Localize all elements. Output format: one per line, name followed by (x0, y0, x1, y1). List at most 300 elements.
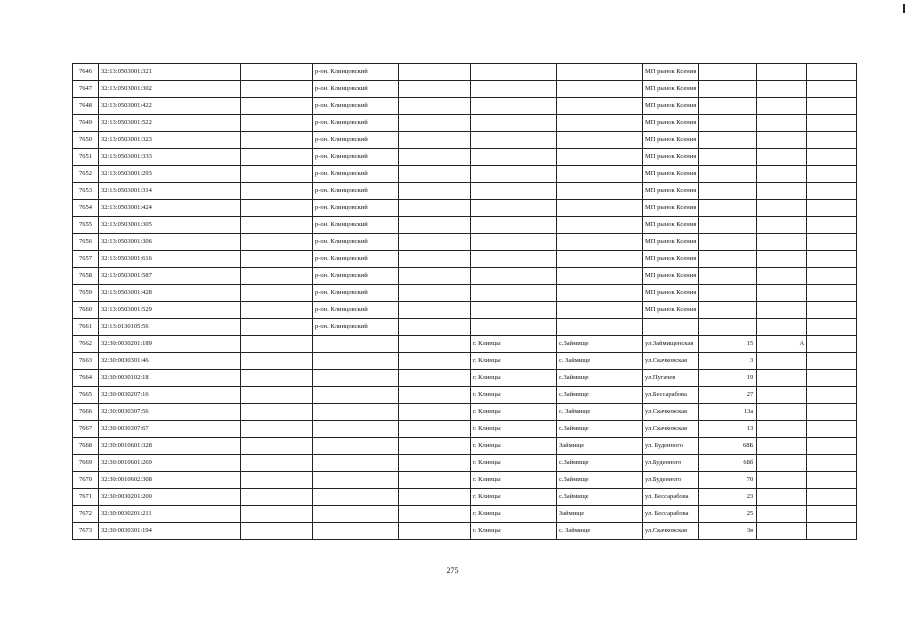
cell-empty (241, 506, 313, 523)
cell-row-number: 7670 (73, 472, 99, 489)
cell-city: г. Клинцы (471, 353, 557, 370)
cell-empty (807, 251, 857, 268)
cell-street: ул. Бессарабова (643, 489, 699, 506)
cell-cadastral-number: 32:13:0503001:306 (99, 234, 241, 251)
cell-village (557, 268, 643, 285)
cell-street: ул.Скачковская (643, 404, 699, 421)
cell-row-number: 7663 (73, 353, 99, 370)
cell-row-number: 7666 (73, 404, 99, 421)
cell-cadastral-number: 32:30:0030307:67 (99, 421, 241, 438)
cell-district (313, 472, 399, 489)
cell-row-number: 7664 (73, 370, 99, 387)
cell-village: с.Займище (557, 472, 643, 489)
cell-empty (807, 115, 857, 132)
cell-empty (399, 183, 471, 200)
cell-row-number: 7668 (73, 438, 99, 455)
cell-cadastral-number: 32:30:0030201:200 (99, 489, 241, 506)
cell-village (557, 132, 643, 149)
cell-house-number: 25 (699, 506, 757, 523)
cell-house-number (699, 149, 757, 166)
cell-row-number: 7660 (73, 302, 99, 319)
cell-street: МП рынок Ксения (643, 115, 699, 132)
page-number: 275 (446, 566, 459, 575)
cell-empty (241, 370, 313, 387)
table-row (73, 302, 857, 319)
cell-house-number (699, 166, 757, 183)
cell-cadastral-number: 32:30:0010602:308 (99, 472, 241, 489)
cell-empty (807, 149, 857, 166)
cell-empty (807, 166, 857, 183)
cell-village (557, 81, 643, 98)
cell-city: г. Клинцы (471, 336, 557, 353)
cell-city (471, 319, 557, 336)
cell-city (471, 268, 557, 285)
table-row (73, 234, 857, 251)
cell-cadastral-number: 32:13:0503001:293 (99, 166, 241, 183)
cell-district: р-он. Клинцовский (313, 200, 399, 217)
cell-empty (241, 64, 313, 81)
cell-row-number: 7647 (73, 81, 99, 98)
cell-house-number (699, 132, 757, 149)
cell-city (471, 64, 557, 81)
cell-empty (241, 336, 313, 353)
cell-village: с. Займище (557, 353, 643, 370)
cell-empty (241, 268, 313, 285)
cell-empty (241, 251, 313, 268)
table-row (73, 387, 857, 404)
cell-empty (399, 200, 471, 217)
cell-house-number (699, 285, 757, 302)
cell-letter (757, 472, 807, 489)
cell-cadastral-number: 32:13:0503001:522 (99, 115, 241, 132)
table-row (73, 421, 857, 438)
cell-village (557, 234, 643, 251)
cell-village (557, 200, 643, 217)
cell-row-number: 7652 (73, 166, 99, 183)
cell-row-number: 7655 (73, 217, 99, 234)
cell-village: с. Займище (557, 523, 643, 540)
cell-empty (807, 132, 857, 149)
cell-district: р-он. Клинцовский (313, 251, 399, 268)
cell-empty (241, 149, 313, 166)
cell-empty (807, 64, 857, 81)
cell-district (313, 523, 399, 540)
cell-village (557, 319, 643, 336)
cell-cadastral-number: 32:13:0503001:305 (99, 217, 241, 234)
cell-house-number (699, 319, 757, 336)
table-row (73, 523, 857, 540)
table-row (73, 319, 857, 336)
cell-empty (241, 353, 313, 370)
cell-district (313, 387, 399, 404)
cell-empty (807, 285, 857, 302)
cell-house-number (699, 251, 757, 268)
cell-street: МП рынок Ксения (643, 149, 699, 166)
cell-district (313, 336, 399, 353)
cell-empty (807, 217, 857, 234)
cell-letter: А (757, 336, 807, 353)
cell-cadastral-number: 32:13:0503001:321 (99, 64, 241, 81)
cell-village: с.Займище (557, 387, 643, 404)
cell-empty (399, 523, 471, 540)
cell-street (643, 319, 699, 336)
cell-cadastral-number: 32:30:0030307:56 (99, 404, 241, 421)
cell-row-number: 7653 (73, 183, 99, 200)
cell-empty (399, 472, 471, 489)
cell-district (313, 455, 399, 472)
cell-row-number: 7671 (73, 489, 99, 506)
cell-empty (241, 523, 313, 540)
cell-letter (757, 149, 807, 166)
cell-district: р-он. Клинцовский (313, 149, 399, 166)
cell-empty (241, 404, 313, 421)
cell-village: Займище (557, 506, 643, 523)
cell-district: р-он. Клинцовский (313, 285, 399, 302)
cell-city (471, 98, 557, 115)
cell-district (313, 489, 399, 506)
cell-street: МП рынок Ксения (643, 268, 699, 285)
cell-row-number: 7672 (73, 506, 99, 523)
cell-letter (757, 302, 807, 319)
cell-empty (807, 472, 857, 489)
cell-letter (757, 251, 807, 268)
cell-house-number (699, 268, 757, 285)
cell-cadastral-number: 32:13:0503001:333 (99, 149, 241, 166)
table-row (73, 200, 857, 217)
cell-empty (241, 421, 313, 438)
cell-empty (241, 132, 313, 149)
cell-empty (399, 98, 471, 115)
cell-letter (757, 132, 807, 149)
cell-village (557, 64, 643, 81)
cell-city: г. Клинцы (471, 421, 557, 438)
cell-letter (757, 353, 807, 370)
cell-street: МП рынок Ксения (643, 64, 699, 81)
cell-street: ул. Буденного (643, 438, 699, 455)
cell-street: МП рынок Ксения (643, 200, 699, 217)
cell-house-number: 27 (699, 387, 757, 404)
cell-cadastral-number: 32:13:0503001:323 (99, 132, 241, 149)
cell-village: Займище (557, 438, 643, 455)
cell-empty (807, 268, 857, 285)
cell-house-number (699, 234, 757, 251)
cell-district (313, 506, 399, 523)
cell-village: с.Займище (557, 336, 643, 353)
cell-city: г. Клинцы (471, 387, 557, 404)
cell-village (557, 217, 643, 234)
cell-city: г. Клинцы (471, 472, 557, 489)
cell-street: ул.Скачковская (643, 353, 699, 370)
cell-cadastral-number: 32:13:0503001:616 (99, 251, 241, 268)
cell-village (557, 183, 643, 200)
cell-empty (241, 81, 313, 98)
cell-street: ул.Скачковская (643, 421, 699, 438)
cell-row-number: 7659 (73, 285, 99, 302)
cell-empty (399, 506, 471, 523)
table-row (73, 438, 857, 455)
cell-house-number (699, 115, 757, 132)
cell-empty (807, 370, 857, 387)
table-row (73, 115, 857, 132)
cell-cadastral-number: 32:13:0130105:56 (99, 319, 241, 336)
cell-cadastral-number: 32:13:0503001:529 (99, 302, 241, 319)
cell-letter (757, 489, 807, 506)
cell-empty (807, 404, 857, 421)
cell-street: МП рынок Ксения (643, 183, 699, 200)
cell-house-number (699, 98, 757, 115)
cell-letter (757, 370, 807, 387)
table-row (73, 489, 857, 506)
cell-house-number (699, 200, 757, 217)
cell-letter (757, 217, 807, 234)
cell-house-number: 13а (699, 404, 757, 421)
cell-house-number: 70 (699, 472, 757, 489)
cell-empty (399, 370, 471, 387)
cell-empty (399, 336, 471, 353)
cell-street: МП рынок Ксения (643, 81, 699, 98)
cell-city: г. Клинцы (471, 370, 557, 387)
cell-street: ул.Буденного (643, 455, 699, 472)
cell-empty (399, 421, 471, 438)
cell-district: р-он. Клинцовский (313, 183, 399, 200)
cell-city (471, 81, 557, 98)
cell-row-number: 7657 (73, 251, 99, 268)
cell-street: МП рынок Ксения (643, 98, 699, 115)
cell-letter (757, 183, 807, 200)
cell-empty (241, 183, 313, 200)
cell-city: г. Клинцы (471, 455, 557, 472)
cell-empty (807, 506, 857, 523)
cell-empty (241, 438, 313, 455)
cell-district (313, 438, 399, 455)
cell-letter (757, 268, 807, 285)
cell-city: г. Клинцы (471, 404, 557, 421)
cell-house-number: 13 (699, 421, 757, 438)
cell-empty (807, 489, 857, 506)
cell-empty (807, 234, 857, 251)
cell-empty (399, 166, 471, 183)
cell-empty (399, 268, 471, 285)
cell-letter (757, 438, 807, 455)
cell-letter (757, 200, 807, 217)
cell-street: ул. Бессарабова (643, 506, 699, 523)
cell-empty (399, 81, 471, 98)
cell-street: МП рынок Ксения (643, 217, 699, 234)
cell-village: с.Займище (557, 370, 643, 387)
cell-district: р-он. Клинцовский (313, 115, 399, 132)
cell-row-number: 7648 (73, 98, 99, 115)
cell-letter (757, 421, 807, 438)
cell-row-number: 7667 (73, 421, 99, 438)
cell-house-number (699, 217, 757, 234)
cell-empty (807, 336, 857, 353)
table-row (73, 64, 857, 81)
cell-village (557, 98, 643, 115)
table-row (73, 183, 857, 200)
cell-row-number: 7673 (73, 523, 99, 540)
cell-city: г. Клинцы (471, 489, 557, 506)
cell-village (557, 115, 643, 132)
cell-village (557, 149, 643, 166)
cell-village: с.Займище (557, 421, 643, 438)
cell-city (471, 166, 557, 183)
cell-row-number: 7662 (73, 336, 99, 353)
cell-district: р-он. Клинцовский (313, 98, 399, 115)
cell-district: р-он. Клинцовский (313, 132, 399, 149)
cell-row-number: 7661 (73, 319, 99, 336)
cell-district: р-он. Клинцовский (313, 302, 399, 319)
cell-empty (807, 438, 857, 455)
cell-district (313, 370, 399, 387)
table-row (73, 251, 857, 268)
cell-letter (757, 64, 807, 81)
cell-village (557, 285, 643, 302)
cell-empty (807, 455, 857, 472)
cell-cadastral-number: 32:13:0503001:422 (99, 98, 241, 115)
cell-street: ул.Займищенская (643, 336, 699, 353)
cell-house-number (699, 81, 757, 98)
cell-street: МП рынок Ксения (643, 132, 699, 149)
cell-cadastral-number: 32:30:0010601:328 (99, 438, 241, 455)
cell-letter (757, 166, 807, 183)
cell-empty (399, 115, 471, 132)
cell-house-number (699, 183, 757, 200)
cell-cadastral-number: 32:30:0030301:46 (99, 353, 241, 370)
cell-house-number: 3 (699, 353, 757, 370)
cell-city (471, 217, 557, 234)
cell-empty (807, 302, 857, 319)
cell-street: ул.Бессарабова (643, 387, 699, 404)
cell-city (471, 183, 557, 200)
cell-letter (757, 115, 807, 132)
cell-empty (399, 455, 471, 472)
cell-cadastral-number: 32:30:0030301:194 (99, 523, 241, 540)
cell-empty (807, 98, 857, 115)
cell-empty (241, 489, 313, 506)
cell-district (313, 404, 399, 421)
cell-empty (241, 472, 313, 489)
cell-empty (241, 166, 313, 183)
table-row (73, 81, 857, 98)
cell-city (471, 200, 557, 217)
cell-district: р-он. Клинцовский (313, 319, 399, 336)
cell-street: МП рынок Ксения (643, 234, 699, 251)
cell-empty (399, 251, 471, 268)
cell-street: МП рынок Ксения (643, 251, 699, 268)
cell-letter (757, 81, 807, 98)
cell-empty (241, 455, 313, 472)
cell-house-number: 23 (699, 489, 757, 506)
cell-letter (757, 523, 807, 540)
cell-letter (757, 285, 807, 302)
cell-village (557, 302, 643, 319)
cell-street: МП рынок Ксения (643, 166, 699, 183)
cell-row-number: 7646 (73, 64, 99, 81)
cell-letter (757, 404, 807, 421)
cell-cadastral-number: 32:13:0503001:302 (99, 81, 241, 98)
cell-empty (807, 523, 857, 540)
cell-cadastral-number: 32:13:0503001:424 (99, 200, 241, 217)
cell-row-number: 7651 (73, 149, 99, 166)
cell-row-number: 7658 (73, 268, 99, 285)
cell-street: МП рынок Ксения (643, 285, 699, 302)
cell-district: р-он. Клинцовский (313, 268, 399, 285)
cell-row-number: 7649 (73, 115, 99, 132)
table-row (73, 472, 857, 489)
table-row (73, 455, 857, 472)
table-row (73, 166, 857, 183)
table-row (73, 268, 857, 285)
cell-cadastral-number: 32:30:0030201:211 (99, 506, 241, 523)
cell-letter (757, 98, 807, 115)
cell-district (313, 353, 399, 370)
cell-cadastral-number: 32:13:0503001:314 (99, 183, 241, 200)
cell-empty (399, 234, 471, 251)
cell-empty (399, 149, 471, 166)
cell-row-number: 7669 (73, 455, 99, 472)
cell-house-number: 68Б (699, 438, 757, 455)
table-row (73, 370, 857, 387)
cell-empty (399, 285, 471, 302)
cell-house-number (699, 302, 757, 319)
cell-letter (757, 387, 807, 404)
cell-street: ул.Буденного (643, 472, 699, 489)
cell-empty (399, 64, 471, 81)
cell-village: с.Займище (557, 489, 643, 506)
cell-empty (399, 404, 471, 421)
cell-house-number: 19 (699, 370, 757, 387)
table-row (73, 404, 857, 421)
cell-city: г. Клинцы (471, 506, 557, 523)
cell-empty (241, 115, 313, 132)
cell-district: р-он. Клинцовский (313, 81, 399, 98)
cell-empty (399, 132, 471, 149)
cell-empty (241, 200, 313, 217)
cell-empty (399, 438, 471, 455)
cell-empty (241, 98, 313, 115)
cell-city (471, 115, 557, 132)
cell-empty (807, 183, 857, 200)
table-row (73, 285, 857, 302)
cell-empty (399, 489, 471, 506)
table-row (73, 217, 857, 234)
cell-street: МП рынок Ксения (643, 302, 699, 319)
cell-house-number: 3в (699, 523, 757, 540)
cell-letter (757, 455, 807, 472)
cell-city: г. Клинцы (471, 523, 557, 540)
cell-house-number: 68б (699, 455, 757, 472)
cell-house-number (699, 64, 757, 81)
cell-letter (757, 234, 807, 251)
cell-city: г. Клинцы (471, 438, 557, 455)
cell-village (557, 251, 643, 268)
table-row (73, 149, 857, 166)
cell-row-number: 7665 (73, 387, 99, 404)
cell-cadastral-number: 32:30:0030201:189 (99, 336, 241, 353)
table-row (73, 336, 857, 353)
cell-empty (241, 217, 313, 234)
cell-village (557, 166, 643, 183)
cell-village: с. Займище (557, 404, 643, 421)
cell-house-number: 15 (699, 336, 757, 353)
cell-empty (807, 200, 857, 217)
cell-village: с.Займище (557, 455, 643, 472)
cell-empty (399, 319, 471, 336)
table-row (73, 353, 857, 370)
cell-street: ул.Скачковская (643, 523, 699, 540)
cell-empty (807, 387, 857, 404)
table-row (73, 506, 857, 523)
